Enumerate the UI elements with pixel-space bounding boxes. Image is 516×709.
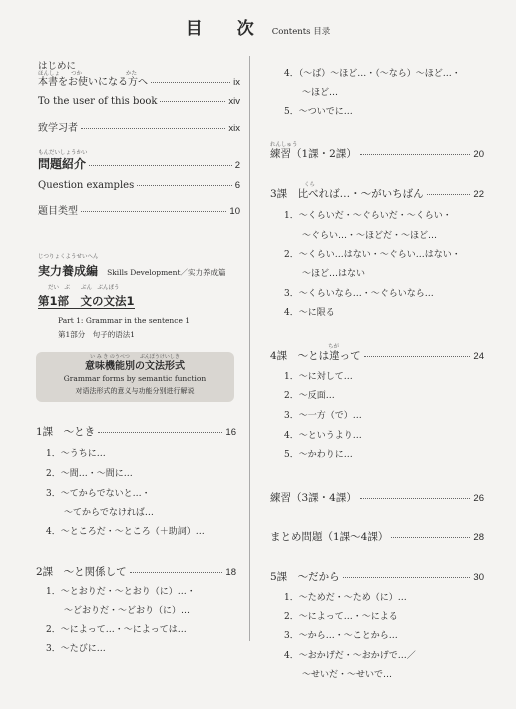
title-sub: Contents 目录 (271, 27, 331, 37)
lesson1-item: 1．〜うちに… (46, 449, 106, 459)
toc-entry-lesson5[interactable]: 5課 〜だから 30 (270, 571, 484, 583)
lesson4-item: 3．〜一方（で）… (284, 411, 362, 421)
toc-entry-user-jp[interactable]: ほんしょ つか かた 本書をお使いになる方へ ix (38, 71, 240, 88)
toc-entry-question-examples[interactable]: Question examples 6 (38, 180, 240, 191)
toc-entry-lesson2[interactable]: 2課 〜と関係して 18 (36, 566, 236, 578)
toc-entry-lesson3[interactable]: くら 3課 比べれば…・〜がいちばん 22 (270, 182, 484, 200)
lesson1-item: 4．〜ところだ・〜ところ（＋助詞）… (46, 527, 205, 537)
lesson2-item: 〜ほど… (284, 88, 339, 98)
lesson3-item: 3．〜くらいなら…・〜ぐらいなら… (284, 289, 434, 299)
lesson5-item: 〜せいだ・〜せいで… (284, 670, 393, 680)
toc-entry-matome[interactable]: まとめ問題（1課〜4課） 28 (270, 531, 484, 543)
lesson1-item: 3．〜てからでないと…・ (46, 489, 151, 499)
toc-entry-lesson4[interactable]: ちが 4課 〜とは違って 24 (270, 344, 484, 362)
toc-entry-question-zh[interactable]: 题目类型 10 (38, 206, 240, 217)
lesson2-item: 3．〜たびに… (46, 644, 106, 654)
lesson4-item: 5．〜かわりに… (284, 450, 353, 460)
lesson4-item: 4．〜というより… (284, 431, 362, 441)
toc-intro: はじめに (38, 61, 77, 72)
toc-entry-renshu2[interactable]: 練習（3課・4課） 26 (270, 492, 484, 504)
lesson3-item: 〜ぐらい…・〜ほどだ・〜ほど… (284, 231, 438, 241)
column-divider (249, 56, 250, 641)
toc-entry-user-zh[interactable]: 致学习者 xix (38, 123, 240, 134)
page-title (0, 14, 516, 39)
lesson2-item: 4．（〜ば）〜ほど…・（〜なら）〜ほど…・ (284, 69, 461, 79)
toc-entry-mondai[interactable]: もんだいしょうかい 問題紹介 2 (38, 150, 240, 171)
lesson3-item: 4．〜に限る (284, 308, 335, 318)
lesson5-item: 3．〜から…・〜ことから… (284, 631, 398, 641)
lesson1-item: 2．〜間…・〜間に… (46, 469, 133, 479)
lesson3-item: 〜ほど…はない (284, 269, 366, 279)
section-part1: だい ぶ ぶん ぶんぽう 第1部 文の文法1 (38, 285, 135, 308)
title-main: 目 次 (185, 19, 268, 39)
lesson2-item: 1．〜とおりだ・〜とおり（に）…・ (46, 587, 196, 597)
lesson5-item: 4．〜おかげだ・〜おかげで…／ (284, 651, 416, 661)
lesson2-item: 5．〜ついでに… (284, 107, 353, 117)
lesson4-item: 1．〜に対して… (284, 372, 353, 382)
toc-entry-renshu1[interactable]: れんしゅう 練習（1課・2課） 20 (270, 142, 484, 160)
lesson5-item: 1．〜ためだ・〜ため（に）… (284, 593, 407, 603)
lesson2-item: 2．〜によって…・〜によっては… (46, 625, 187, 635)
lesson5-item: 2．〜によって…・〜による (284, 612, 398, 622)
lesson2-item: 〜どおりだ・〜どおり（に）… (46, 606, 191, 616)
lesson3-item: 2．〜くらい…はない・〜ぐらい…はない・ (284, 250, 461, 260)
lesson3-item: 1．〜くらいだ・〜ぐらいだ・〜くらい・ (284, 211, 452, 221)
lesson1-item: 〜てからでなければ… (46, 508, 154, 518)
lesson4-item: 2．〜反面… (284, 391, 335, 401)
semantic-function-box: い み き のうべつ ぶんぽうけいしき 意味機能別の文法形式 Grammar forms by semantic function 对语法形式的意义与功能分别进行解说 (36, 352, 234, 402)
toc-entry-user-en[interactable]: To the user of this book xiv (38, 96, 240, 107)
toc-entry-lesson1[interactable]: 1課 〜とき 16 (36, 426, 236, 438)
section-jitsuryoku: じつりょくようせいへん 実力養成編 Skills Development／实力养成篇 (38, 254, 226, 278)
part1-en: Part 1: Grammar in the sentence 1 (58, 316, 191, 325)
part1-zh: 第1部分 句子的语法1 (58, 330, 136, 339)
